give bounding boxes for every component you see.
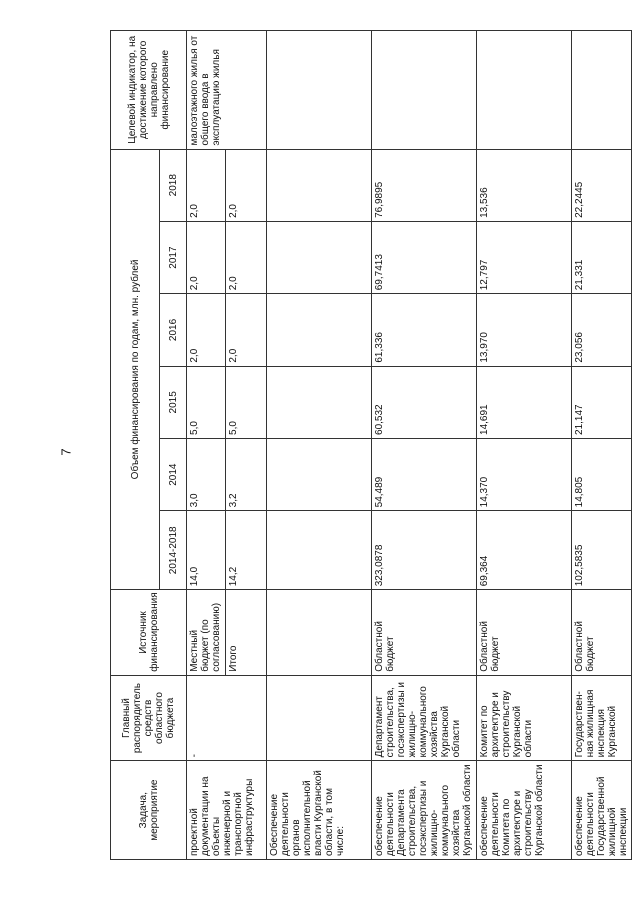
header-task: Задача, мероприятие [111,761,187,860]
value-cell: 2,0 [226,294,267,366]
page-number: 7 [58,448,74,456]
value-cell: 76,9895 [372,149,477,221]
source-cell: Областной бюджет [477,590,572,676]
value-cell: 61,336 [372,294,477,366]
value-cell: 23,056 [572,294,632,366]
value-cell: 54,489 [372,438,477,510]
value-cell: 22,2445 [572,149,632,221]
value-cell: 21,147 [572,366,632,438]
table-row [477,31,572,860]
value-cell: 14,805 [572,438,632,510]
table-row [572,31,632,860]
indicator-cell: малоэтажного жилья от общего ввода в эксплуатацию жилья [187,31,267,150]
value-cell: 2,0 [187,221,226,293]
value-cell [267,366,372,438]
value-cell: 21,331 [572,221,632,293]
value-cell: 3,2 [226,438,267,510]
value-cell: 14,370 [477,438,572,510]
task-cell: Обеспечение деятельности органов исполнительной власти Курганской области, в том числе: [267,761,372,860]
funding-table [110,30,632,860]
source-cell: Итого [226,590,267,676]
indicator-cell [572,31,632,150]
header-funding: Объем финансирования по годам, млн. рублей [111,149,160,590]
value-cell [267,149,372,221]
header-year: 2017 [160,221,187,293]
value-cell: 12,797 [477,221,572,293]
task-cell: проектной документации на объекты инженерной и транспортной инфраструктуры [187,761,267,860]
task-cell: обеспечение деятельности Комитета по архитектуре и строительству Курганской области [477,761,572,860]
header-source: Источник финансирования [111,590,187,676]
value-cell: 5,0 [187,366,226,438]
source-cell: Областной бюджет [572,590,632,676]
value-cell: 2,0 [187,149,226,221]
value-cell [267,438,372,510]
value-cell: 2,0 [226,221,267,293]
value-cell: 60,532 [372,366,477,438]
table-row [187,31,226,860]
task-cell: обеспечение деятельности Государственной жилищной инспекции [572,761,632,860]
distributor-cell: - [187,675,267,761]
value-cell: 13,536 [477,149,572,221]
indicator-cell [372,31,477,150]
distributor-cell: Департамент строительства, госэкспертизы и жилищно-коммунального хозяйства Курганской области [372,675,477,761]
header-year: 2016 [160,294,187,366]
value-cell: 3,0 [187,438,226,510]
value-cell [267,511,372,590]
source-cell: Местный бюджет (по согласованию) [187,590,226,676]
rotated-table-container [110,30,629,860]
source-cell: Областной бюджет [372,590,477,676]
value-cell: 102,5835 [572,511,632,590]
value-cell: 69,364 [477,511,572,590]
value-cell: 14,691 [477,366,572,438]
value-cell: 14,2 [226,511,267,590]
header-distributor: Главный распорядитель средств областного бюджета [111,675,187,761]
task-cell: обеспечение деятельности Департамента строительства, госэкспертизы и жилищно-коммунального хозяйства Курганской области [372,761,477,860]
header-year: 2014-2018 [160,511,187,590]
distributor-cell: Государствен-ная жилищная инспекция Курганской [572,675,632,761]
value-cell [267,221,372,293]
value-cell: 13,970 [477,294,572,366]
value-cell: 2,0 [226,149,267,221]
value-cell: 323,0878 [372,511,477,590]
table-row [372,31,477,860]
distributor-cell: Комитет по архитектуре и строительству Курганской области [477,675,572,761]
value-cell: 2,0 [187,294,226,366]
value-cell: 69,7413 [372,221,477,293]
table-row [267,31,372,860]
header-year: 2018 [160,149,187,221]
source-cell [267,590,372,676]
value-cell [267,294,372,366]
header-year: 2015 [160,366,187,438]
indicator-cell [267,31,372,150]
value-cell: 14,0 [187,511,226,590]
distributor-cell [267,675,372,761]
header-year: 2014 [160,438,187,510]
header-indicator: Целевой индикатор, на достижение которого направлено финансирование [111,31,187,150]
indicator-cell [477,31,572,150]
value-cell: 5,0 [226,366,267,438]
